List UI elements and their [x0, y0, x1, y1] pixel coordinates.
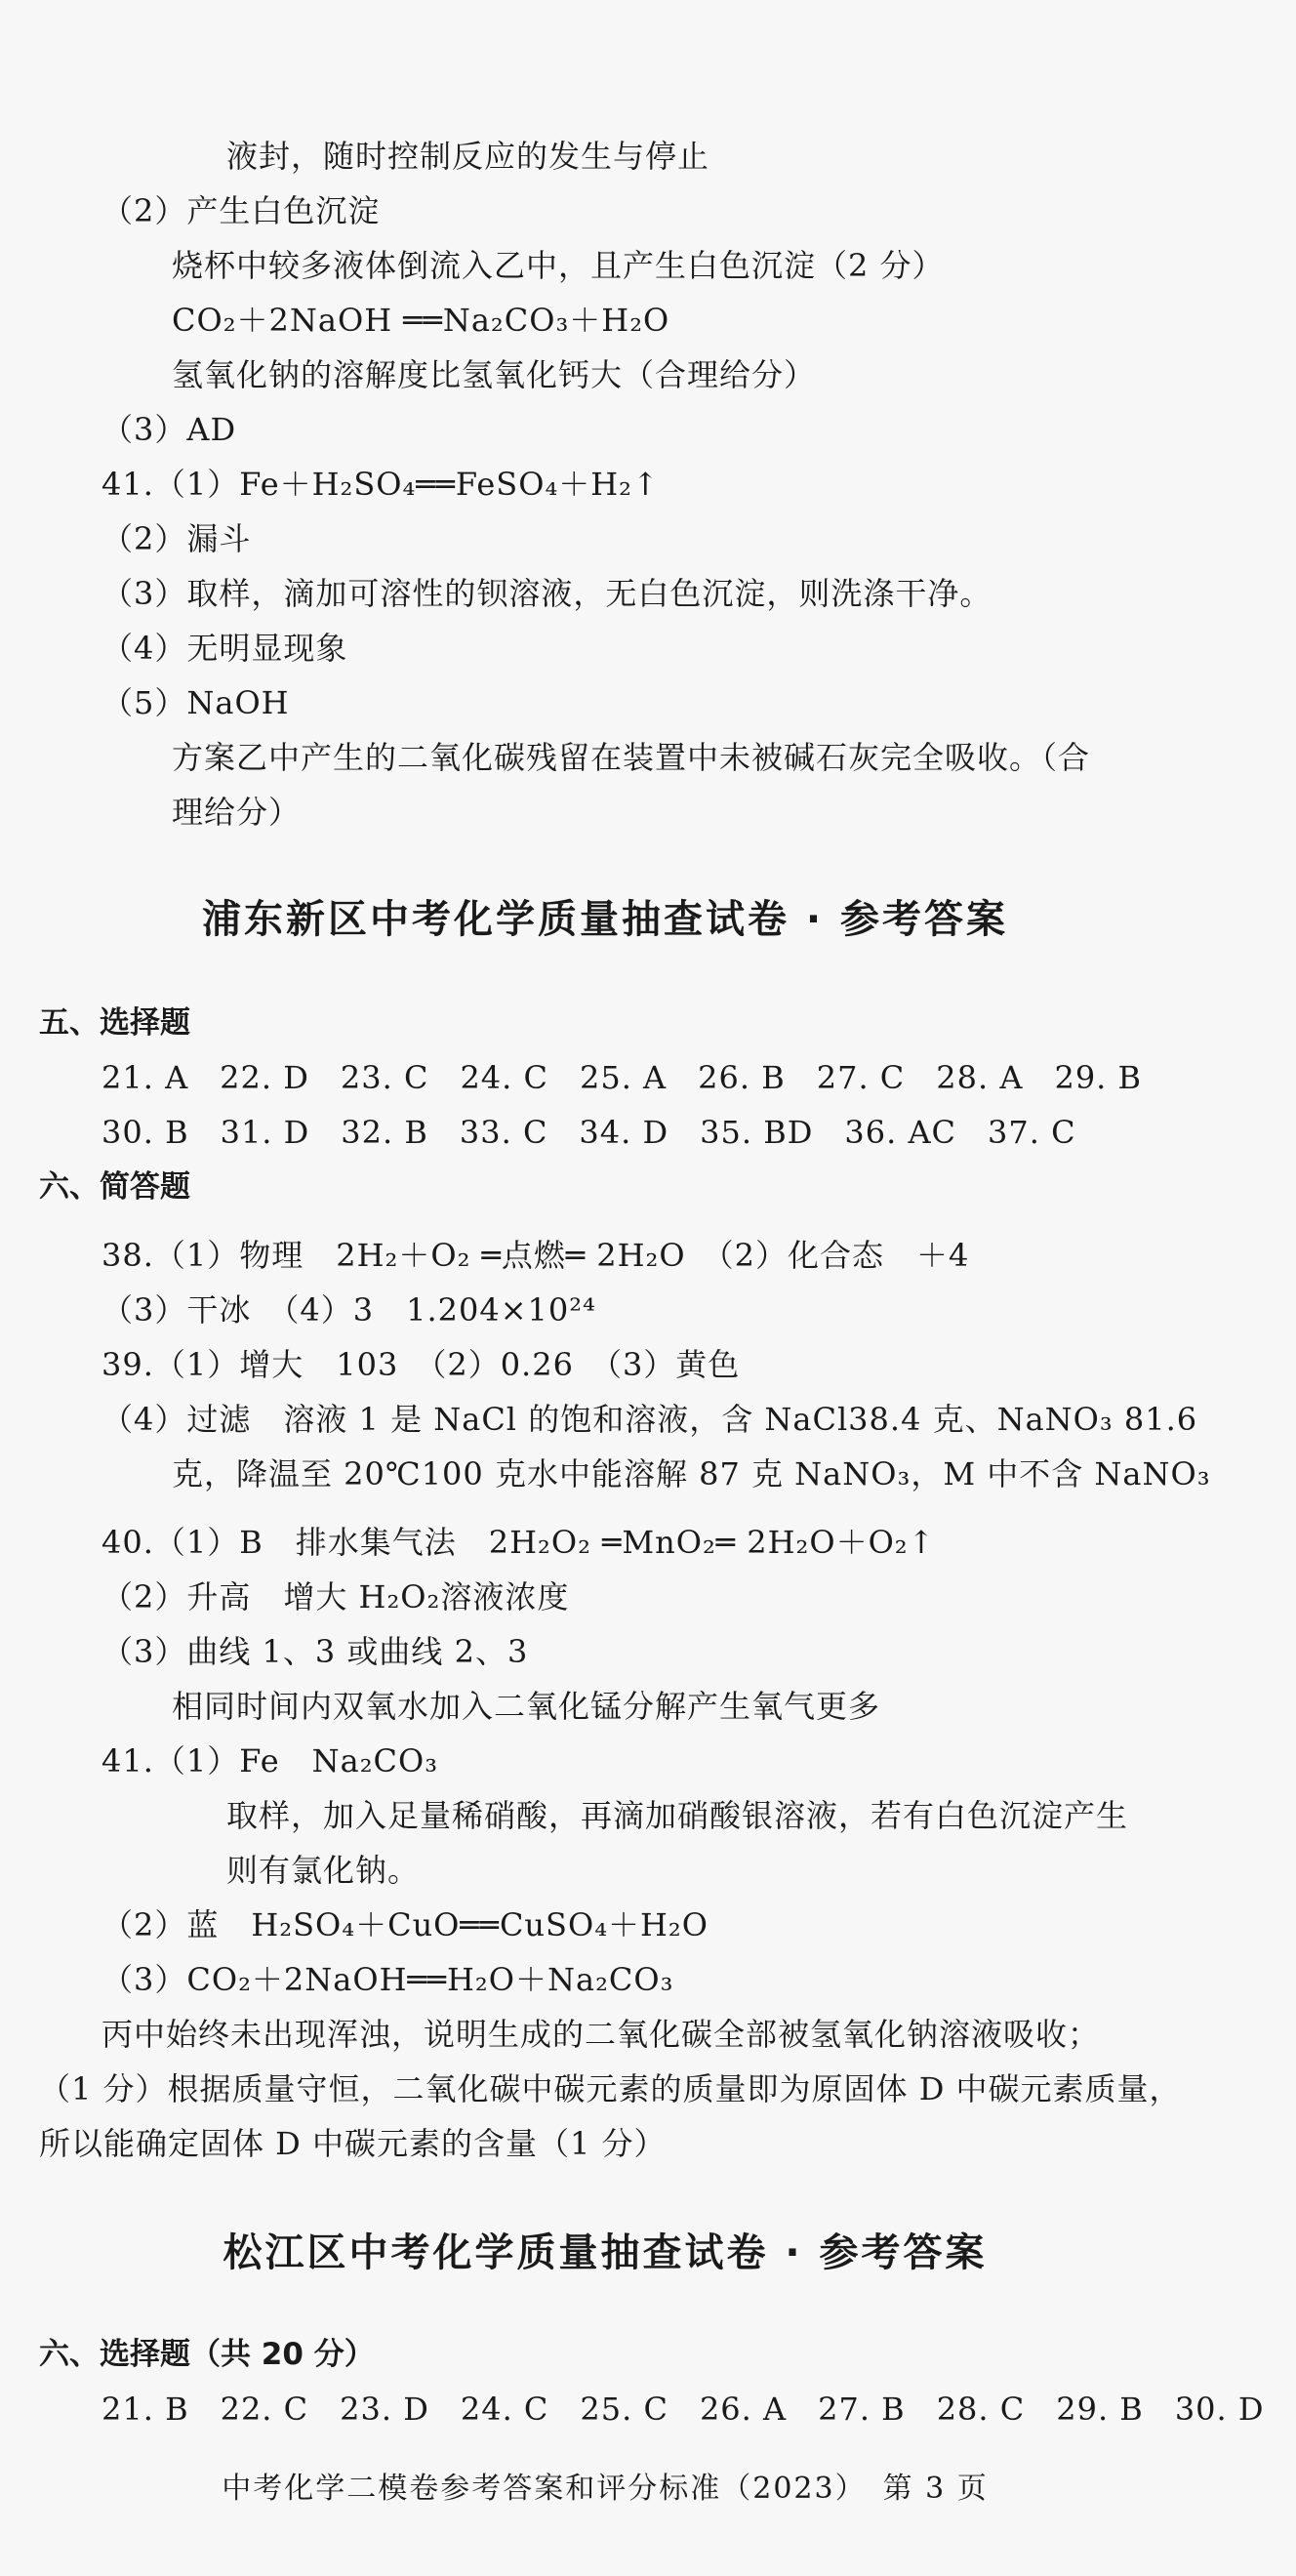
choice-answer: 28. C — [936, 2391, 1026, 2428]
choice-answer: 27. B — [818, 2391, 906, 2428]
text-line: 方案乙中产生的二氧化碳残留在装置中未被碱石灰完全吸收。（合 — [172, 739, 1091, 776]
choice-answer: 23. C — [340, 1059, 429, 1096]
text-line: 41.（1）Fe Na₂CO₃ — [101, 1742, 439, 1779]
text-line: 所以能确定固体 D 中碳元素的含量（1 分） — [39, 2125, 667, 2162]
choice-answer: 28. A — [936, 1059, 1024, 1096]
choice-answer: 25. C — [580, 2391, 668, 2428]
section-heading: 六、选择题（共 20 分） — [39, 2337, 375, 2372]
text-line: （1 分）根据质量守恒，二氧化碳中碳元素的质量即为原固体 D 中碳元素质量， — [39, 2070, 1182, 2107]
text-line: （2）产生白色沉淀 — [101, 192, 381, 229]
text-line: 则有氯化钠。 — [226, 1852, 421, 1889]
text-line: （2）蓝 H₂SO₄＋CuO══CuSO₄＋H₂O — [101, 1906, 709, 1943]
text-line: （3）干冰 （4）3 1.204×10²⁴ — [101, 1291, 596, 1329]
text-line: 相同时间内双氧水加入二氧化锰分解产生氧气更多 — [172, 1688, 881, 1725]
choice-answer: 31. D — [220, 1114, 310, 1151]
choice-answer: 25. A — [579, 1059, 668, 1096]
text-line: CO₂＋2NaOH ══Na₂CO₃＋H₂O — [172, 302, 670, 339]
text-line: 丙中始终未出现浑浊，说明生成的二氧化碳全部被氢氧化钠溶液吸收； — [101, 2016, 1101, 2053]
choice-row — [101, 1113, 1108, 1152]
text-line: 液封，随时控制反应的发生与停止 — [226, 138, 710, 175]
choice-answer: 36. AC — [844, 1114, 957, 1151]
choice-row — [101, 1058, 1173, 1097]
text-line: （4）无明显现象 — [101, 630, 348, 667]
text-line: 38.（1）物理 2H₂＋O₂ ═点燃═ 2H₂O （2）化合态 ＋4 — [101, 1237, 970, 1274]
choice-row — [101, 2390, 1296, 2429]
page-footer: 中考化学二模卷参考答案和评分标准（2023） 第 3 页 — [222, 2472, 989, 2506]
text-line: 氢氧化钠的溶解度比氢氧化钙大（合理给分） — [172, 356, 817, 393]
choice-answer: 30. B — [101, 1114, 189, 1151]
choice-answer: 21. A — [101, 1059, 189, 1096]
choice-answer: 26. A — [699, 2391, 788, 2428]
text-line: 40.（1）B 排水集气法 2H₂O₂ ═MnO₂═ 2H₂O＋O₂↑ — [101, 1524, 936, 1561]
text-line: 烧杯中较多液体倒流入乙中，且产生白色沉淀（2 分） — [172, 247, 945, 284]
text-line: （3）曲线 1、3 或曲线 2、3 — [101, 1633, 529, 1670]
text-line: 41.（1）Fe＋H₂SO₄══FeSO₄＋H₂↑ — [101, 466, 660, 503]
text-line: （2）漏斗 — [101, 520, 252, 557]
choice-answer: 24. C — [460, 1059, 548, 1096]
choice-answer: 26. B — [698, 1059, 786, 1096]
text-line: （4）过滤 溶液 1 是 NaCl 的饱和溶液，含 NaCl38.4 克、NaNO₃ 81.6 — [101, 1401, 1198, 1438]
choice-answer: 27. C — [816, 1059, 906, 1096]
choice-answer: 24. C — [460, 2391, 549, 2428]
choice-answer: 29. B — [1054, 1059, 1143, 1096]
choice-answer: 23. D — [340, 2391, 429, 2428]
choice-answer: 37. C — [988, 1114, 1076, 1151]
text-line: （3）取样，滴加可溶性的钡溶液，无白色沉淀，则洗涤干净。 — [101, 575, 992, 612]
section-heading: 五、选择题 — [39, 1005, 190, 1041]
choice-answer: 21. B — [101, 2391, 189, 2428]
text-line: （3）AD — [101, 411, 237, 448]
text-line: 取样，加入足量稀硝酸，再滴加硝酸银溶液，若有白色沉淀产生 — [226, 1797, 1129, 1834]
text-line: （2）升高 增大 H₂O₂溶液浓度 — [101, 1578, 570, 1615]
text-line: 39.（1）增大 103 （2）0.26 （3）黄色 — [101, 1346, 741, 1383]
choice-answer: 34. D — [579, 1114, 669, 1151]
text-line: （3）CO₂＋2NaOH══H₂O＋Na₂CO₃ — [101, 1961, 674, 1998]
choice-answer: 22. C — [220, 2391, 309, 2428]
choice-answer: 32. B — [341, 1114, 428, 1151]
text-line: 理给分） — [172, 794, 302, 831]
text-line: （5）NaOH — [101, 684, 290, 721]
choice-answer: 29. B — [1056, 2391, 1144, 2428]
section-title: 松江区中考化学质量抽查试卷 · 参考答案 — [223, 2230, 988, 2275]
choice-answer: 22. D — [220, 1059, 309, 1096]
choice-answer: 30. D — [1174, 2391, 1265, 2428]
text-line: 克，降温至 20℃100 克水中能溶解 87 克 NaNO₃，M 中不含 NaNO₃ — [172, 1455, 1211, 1492]
choice-answer: 33. C — [459, 1114, 548, 1151]
choice-answer: 35. BD — [700, 1114, 814, 1151]
section-heading: 六、简答题 — [39, 1169, 190, 1205]
section-title: 浦东新区中考化学质量抽查试卷 · 参考答案 — [201, 897, 1009, 942]
